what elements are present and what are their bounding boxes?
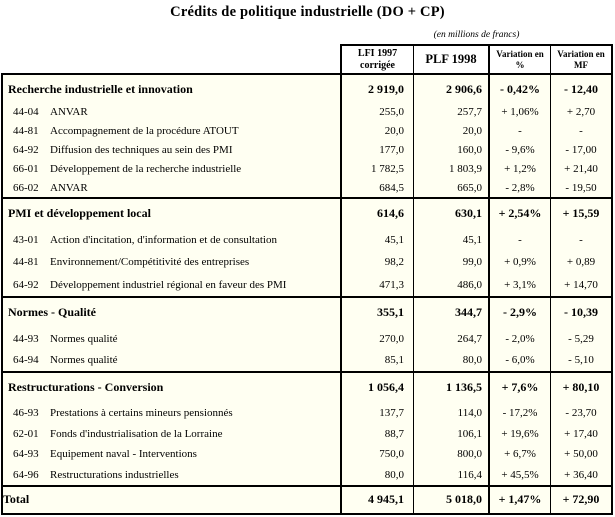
column-header-line: LFI 1997 — [357, 48, 398, 59]
variation-mf-value: + 2,70 — [550, 103, 611, 122]
budget-line-row — [3, 178, 611, 197]
plf-1998-value: 257,7 — [413, 103, 488, 122]
budget-line-row — [3, 122, 611, 141]
section-label: Normes - Qualité — [8, 305, 96, 320]
plf-1998-value: 106,1 — [413, 423, 488, 444]
label-cell — [3, 75, 340, 103]
section-row — [3, 197, 611, 229]
line-label: Prestations à certains mineurs pensionnés — [50, 407, 233, 420]
label-cell — [3, 487, 340, 513]
variation-percent-value: - 9,6% — [488, 141, 550, 160]
label-cell — [3, 464, 340, 485]
variation-mf-value: - — [550, 122, 611, 141]
lfi-1997-value: 4 945,1 — [340, 487, 413, 513]
lfi-1997-value: 88,7 — [340, 423, 413, 444]
line-label: ANVAR — [50, 106, 88, 119]
variation-percent-value: - — [488, 122, 550, 141]
budget-line-row — [3, 274, 611, 296]
line-label: Normes qualité — [50, 354, 118, 367]
label-cell — [3, 178, 340, 197]
variation-mf-value: + 15,59 — [550, 199, 611, 229]
label-cell — [3, 229, 340, 251]
label-cell — [3, 349, 340, 371]
budget-line-row — [3, 328, 611, 350]
lfi-1997-value: 750,0 — [340, 444, 413, 465]
chapter-code: 64-93 — [13, 448, 39, 461]
budget-line-row — [3, 423, 611, 444]
line-label: Diffusion des techniques au sein des PMI — [50, 143, 233, 156]
lfi-1997-value: 98,2 — [340, 251, 413, 273]
chapter-code: 46-93 — [13, 407, 39, 420]
column-header-line: % — [515, 59, 525, 70]
plf-1998-value: 344,7 — [413, 298, 488, 328]
line-label: Normes qualité — [50, 332, 118, 345]
label-cell — [3, 298, 340, 328]
label-cell — [3, 141, 340, 160]
column-header-line: Variation en — [557, 49, 605, 60]
lfi-1997-value: 684,5 — [340, 178, 413, 197]
plf-1998-value: 1 136,5 — [413, 373, 488, 403]
unit-note: (en millions de francs) — [433, 30, 520, 40]
column-header-lfi-1997 — [342, 46, 413, 73]
variation-percent-value: + 1,47% — [488, 487, 550, 513]
lfi-1997-value: 355,1 — [340, 298, 413, 328]
variation-mf-value: + 50,00 — [550, 444, 611, 465]
lfi-1997-value: 255,0 — [340, 103, 413, 122]
chapter-code: 64-92 — [13, 278, 39, 291]
lfi-1997-value: 1 056,4 — [340, 373, 413, 403]
plf-1998-value: 2 906,6 — [413, 75, 488, 103]
variation-percent-value: + 45,5% — [488, 464, 550, 485]
total-row — [3, 485, 611, 513]
budget-line-row — [3, 349, 611, 371]
variation-percent-value: + 0,9% — [488, 251, 550, 273]
chapter-code: 64-96 — [13, 468, 39, 481]
lfi-1997-value: 85,1 — [340, 349, 413, 371]
lfi-1997-value: 270,0 — [340, 328, 413, 350]
column-header-variation-percent — [488, 46, 550, 73]
plf-1998-value: 45,1 — [413, 229, 488, 251]
label-cell — [3, 251, 340, 273]
budget-line-row — [3, 251, 611, 273]
plf-1998-value: 665,0 — [413, 178, 488, 197]
section-label: Recherche industrielle et innovation — [8, 81, 193, 96]
budget-line-row — [3, 159, 611, 178]
label-cell — [3, 373, 340, 403]
label-cell — [3, 403, 340, 424]
line-label: Restructurations industrielles — [50, 468, 179, 481]
variation-percent-value: + 2,54% — [488, 199, 550, 229]
document-title: Crédits de politique industrielle (DO + CP) — [170, 4, 445, 20]
column-header-line: Variation en — [496, 49, 544, 60]
label-cell — [3, 328, 340, 350]
plf-1998-value: 486,0 — [413, 274, 488, 296]
lfi-1997-value: 2 919,0 — [340, 75, 413, 103]
variation-percent-value: + 19,6% — [488, 423, 550, 444]
plf-1998-value: 20,0 — [413, 122, 488, 141]
plf-1998-value: 114,0 — [413, 403, 488, 424]
chapter-code: 44-81 — [13, 256, 39, 269]
variation-percent-value: - 0,42% — [488, 75, 550, 103]
variation-percent-value: + 3,1% — [488, 274, 550, 296]
lfi-1997-value: 614,6 — [340, 199, 413, 229]
plf-1998-value: 264,7 — [413, 328, 488, 350]
section-label: Restructurations - Conversion — [8, 380, 164, 395]
label-cell — [3, 122, 340, 141]
total-label: Total — [3, 492, 30, 507]
plf-1998-value: 116,4 — [413, 464, 488, 485]
variation-mf-value: - 5,29 — [550, 328, 611, 350]
chapter-code: 43-01 — [13, 234, 39, 247]
variation-mf-value: - 17,00 — [550, 141, 611, 160]
variation-mf-value: + 17,40 — [550, 423, 611, 444]
label-cell — [3, 444, 340, 465]
variation-percent-value: - 2,0% — [488, 328, 550, 350]
budget-line-row — [3, 103, 611, 122]
variation-percent-value: + 1,2% — [488, 159, 550, 178]
column-header-line: corrigée — [360, 59, 395, 71]
variation-mf-value: + 80,10 — [550, 373, 611, 403]
variation-mf-value: - 10,39 — [550, 298, 611, 328]
table-column-headers — [340, 44, 613, 73]
label-cell — [3, 423, 340, 444]
variation-mf-value: + 72,90 — [550, 487, 611, 513]
section-label: PMI et développement local — [8, 206, 151, 221]
budget-line-row — [3, 444, 611, 465]
variation-mf-value: + 14,70 — [550, 274, 611, 296]
variation-percent-value: - 6,0% — [488, 349, 550, 371]
column-header-variation-mf — [550, 46, 611, 73]
plf-1998-value: 160,0 — [413, 141, 488, 160]
plf-1998-value: 80,0 — [413, 349, 488, 371]
section-row — [3, 371, 611, 403]
section-row — [3, 296, 611, 328]
variation-mf-value: + 36,40 — [550, 464, 611, 485]
line-label: ANVAR — [50, 181, 88, 194]
variation-percent-value: - 2,9% — [488, 298, 550, 328]
lfi-1997-value: 1 782,5 — [340, 159, 413, 178]
plf-1998-value: 99,0 — [413, 251, 488, 273]
plf-1998-value: 1 803,9 — [413, 159, 488, 178]
label-cell — [3, 159, 340, 178]
line-label: Développement de la recherche industrielle — [50, 162, 242, 175]
variation-mf-value: - 19,50 — [550, 178, 611, 197]
variation-percent-value: + 6,7% — [488, 444, 550, 465]
chapter-code: 66-02 — [13, 181, 39, 194]
plf-1998-value: 800,0 — [413, 444, 488, 465]
column-header-line: MF — [574, 59, 588, 70]
variation-mf-value: - — [550, 229, 611, 251]
budget-line-row — [3, 141, 611, 160]
line-label: Action d'incitation, d'information et de consultation — [50, 234, 277, 247]
lfi-1997-value: 45,1 — [340, 229, 413, 251]
label-cell — [3, 274, 340, 296]
variation-percent-value: + 1,06% — [488, 103, 550, 122]
variation-mf-value: - 23,70 — [550, 403, 611, 424]
variation-mf-value: + 21,40 — [550, 159, 611, 178]
chapter-code: 62-01 — [13, 427, 39, 440]
chapter-code: 66-01 — [13, 162, 39, 175]
budget-line-row — [3, 229, 611, 251]
lfi-1997-value: 80,0 — [340, 464, 413, 485]
column-header-line: PLF 1998 — [425, 52, 477, 67]
line-label: Développement industriel régional en faveur des PMI — [50, 278, 287, 291]
lfi-1997-value: 137,7 — [340, 403, 413, 424]
plf-1998-value: 5 018,0 — [413, 487, 488, 513]
line-label: Environnement/Compétitivité des entreprises — [50, 256, 250, 269]
label-cell — [3, 199, 340, 229]
label-cell — [3, 103, 340, 122]
variation-percent-value: + 7,6% — [488, 373, 550, 403]
line-label: Accompagnement de la procédure ATOUT — [50, 125, 239, 138]
table-body — [1, 73, 613, 515]
variation-percent-value: - 2,8% — [488, 178, 550, 197]
variation-mf-value: + 0,89 — [550, 251, 611, 273]
chapter-code: 64-94 — [13, 354, 39, 367]
plf-1998-value: 630,1 — [413, 199, 488, 229]
lfi-1997-value: 471,3 — [340, 274, 413, 296]
variation-percent-value: - — [488, 229, 550, 251]
lfi-1997-value: 20,0 — [340, 122, 413, 141]
line-label: Equipement naval - Interventions — [50, 448, 197, 461]
budget-line-row — [3, 403, 611, 424]
chapter-code: 64-92 — [13, 143, 39, 156]
section-row — [3, 75, 611, 103]
chapter-code: 44-81 — [13, 125, 39, 138]
chapter-code: 44-93 — [13, 332, 39, 345]
variation-percent-value: - 17,2% — [488, 403, 550, 424]
budget-line-row — [3, 464, 611, 485]
line-label: Fonds d'industrialisation de la Lorraine — [50, 427, 223, 440]
chapter-code: 44-04 — [13, 106, 39, 119]
variation-mf-value: - 12,40 — [550, 75, 611, 103]
variation-mf-value: - 5,10 — [550, 349, 611, 371]
column-header-plf-1998 — [413, 46, 488, 73]
lfi-1997-value: 177,0 — [340, 141, 413, 160]
